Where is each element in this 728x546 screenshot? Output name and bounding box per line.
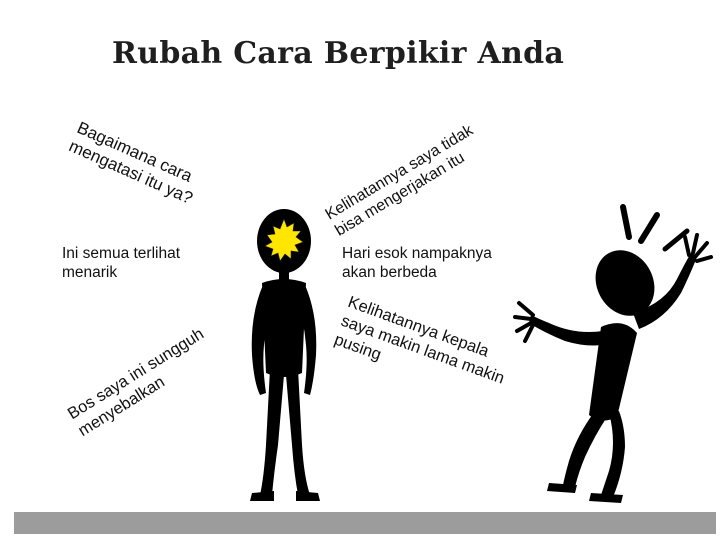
thinking-man-figure [230,205,340,505]
frustrated-man-figure [505,195,720,505]
thought-lower-right: Kelihatannya kepala saya makin lama makin pusing [331,292,507,388]
thought-middle-right: Hari esok nampaknya akan berbeda [342,245,492,281]
thought-top-left: Bagaimana cara mengatasi itu ya? [66,118,196,208]
thought-middle-left: Ini semua terlihat menarik [62,245,181,281]
thought-lower-left: Bos saya ini sungguh menyebalkan [64,324,208,441]
slide-title: Rubah Cara Berpikir Anda [112,36,565,71]
thought-top-right: Kelihatannya saya tidak bisa mengerjakan itu [322,121,477,240]
footer-bar [14,512,716,534]
